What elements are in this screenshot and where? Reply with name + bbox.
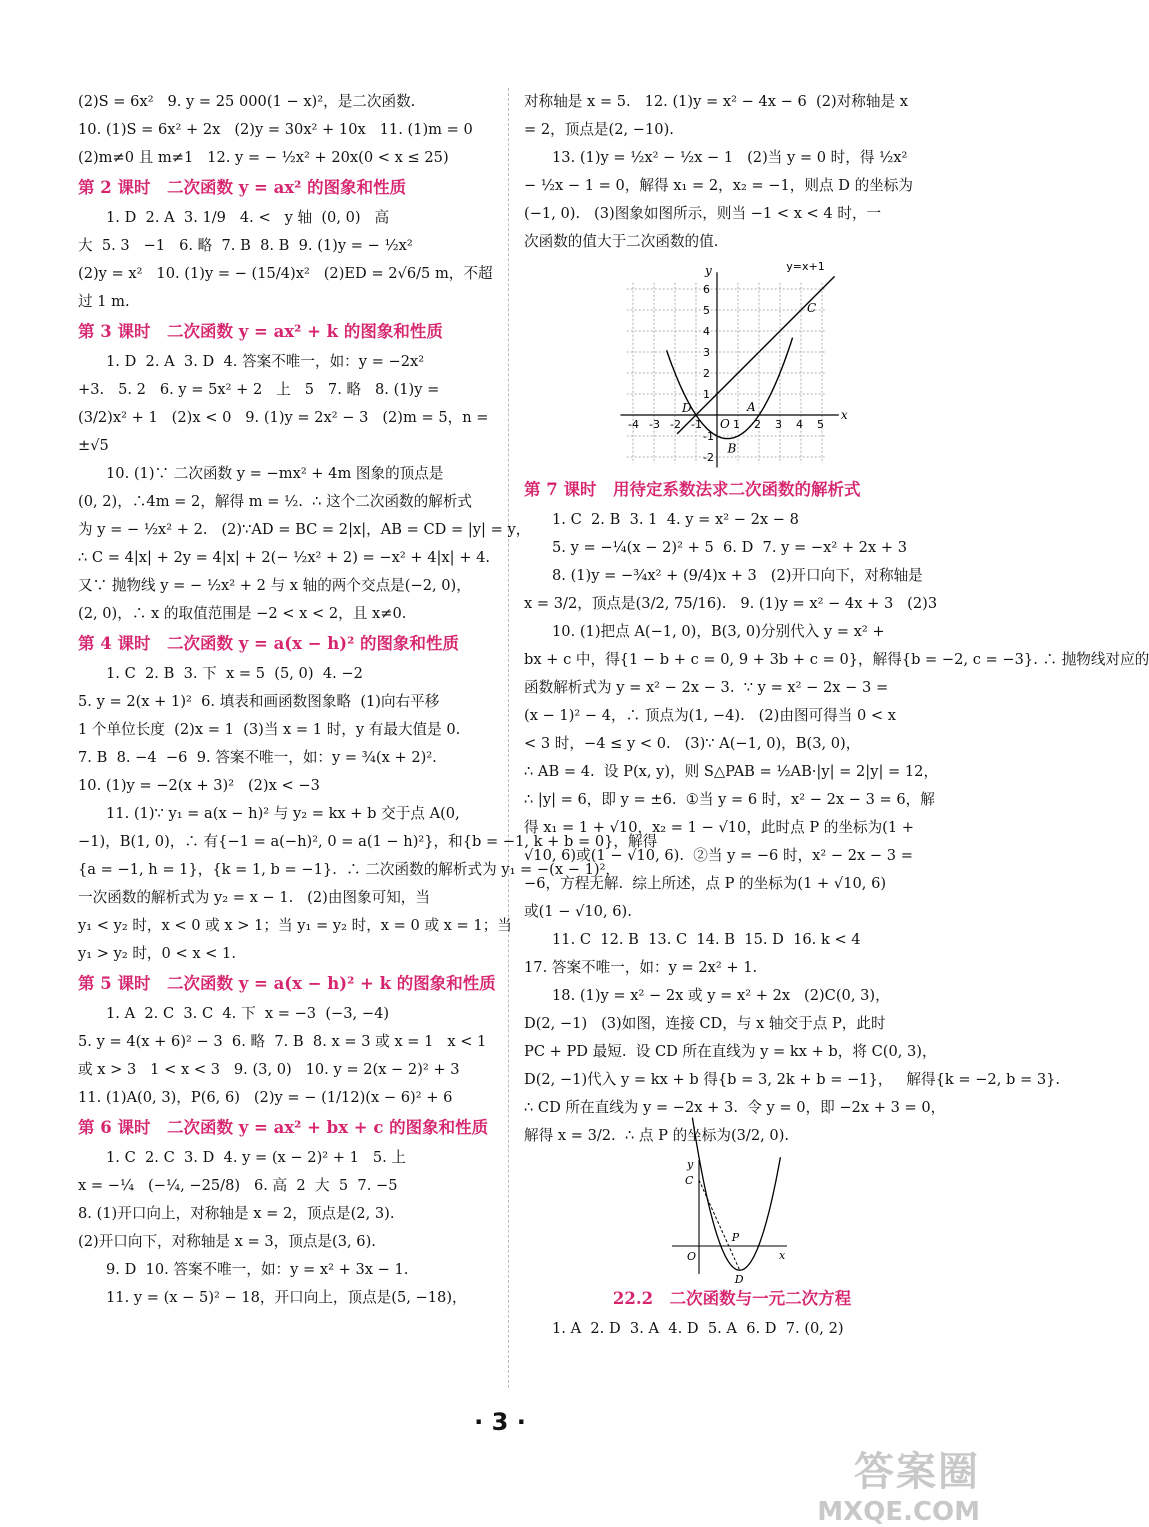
answer-line: 8. (1)开口向上，对称轴是 x = 2，顶点是(2, 3). — [78, 1205, 395, 1222]
y-tick-label: 1 — [703, 388, 710, 401]
answer-line: 1 个单位长度 (2)x = 1 (3)当 x = 1 时，y 有最大值是 0. — [78, 721, 461, 738]
x-tick-label: -1 — [691, 418, 702, 431]
parabola-cd-graph — [667, 1154, 797, 1287]
section-heading: 第 3 课时 二次函数 y = ax² + k 的图象和性质 — [78, 322, 443, 341]
answer-line: +3. 5. 2 6. y = 5x² + 2 上 5 7. 略 8. (1)y = — [78, 381, 440, 398]
section-heading: 第 7 课时 用待定系数法求二次函数的解析式 — [524, 480, 861, 499]
section-heading: 第 5 课时 二次函数 y = a(x − h)² + k 的图象和性质 — [78, 974, 496, 993]
point-label: C — [807, 301, 817, 315]
answer-line: 1. D 2. A 3. 1/9 4. < y 轴 (0, 0) 高 — [106, 209, 390, 226]
section-heading: 第 6 课时 二次函数 y = ax² + bx + c 的图象和性质 — [78, 1118, 489, 1137]
point-label: D — [734, 1273, 744, 1287]
answer-line: 1. A 2. D 3. A 4. D 5. A 6. D 7. (0, 2) — [552, 1320, 844, 1337]
answer-line: D(2, −1)代入 y = kx + b 得{b = 3, 2k + b = −1}， 解得{k = −2, b = 3}. — [524, 1071, 1061, 1088]
answer-line: 8. (1)y = −¾x² + (9/4)x + 3 (2)开口向下，对称轴是 — [552, 567, 923, 584]
answer-line: 5. y = 2(x + 1)² 6. 填表和画函数图象略 (1)向右平移 — [78, 693, 440, 710]
answer-line: D(2, −1) (3)如图，连接 CD，与 x 轴交于点 P，此时 — [524, 1015, 886, 1032]
answer-line: (0, 2)，∴4m = 2，解得 m = ½. ∴ 这个二次函数的解析式 — [78, 493, 473, 510]
answer-line: 一次函数的解析式为 y₂ = x − 1. (2)由图象可知，当 — [78, 889, 430, 906]
right-section-b — [524, 474, 1149, 1150]
answer-line: 10. (1)∵ 二次函数 y = −mx² + 4m 图象的顶点是 — [106, 465, 444, 482]
answer-line: 11. (1)A(0, 3)，P(6, 6) (2)y = − (1/12)(x − 6)² + 6 — [78, 1089, 453, 1106]
x-tick-label: -2 — [670, 418, 681, 431]
x-tick-label: 3 — [775, 418, 782, 431]
answer-line: 18. (1)y = x² − 2x 或 y = x² + 2x (2)C(0, 3)， — [552, 987, 890, 1004]
answer-line: 或 x > 3 1 < x < 3 9. (3, 0) 10. y = 2(x − 2)² + 3 — [78, 1061, 460, 1078]
y-tick-label: 6 — [703, 283, 710, 296]
answer-line: 5. y = 4(x + 6)² − 3 6. 略 7. B 8. x = 3 或 x = 1 x < 1 — [78, 1033, 487, 1050]
x-tick-label: -4 — [628, 418, 639, 431]
answer-line: 大 5. 3 −1 6. 略 7. B 8. B 9. (1)y = − ½x² — [78, 237, 413, 254]
answer-line: −1)，B(1, 0)，∴ 有{−1 = a(−h)², 0 = a(1 − h)²}，和{b = −1, k + b = 0}，解得 — [78, 833, 658, 850]
answer-line: x = 3/2，顶点是(3/2, 75/16). 9. (1)y = x² − 4x + 3 (2)3 — [524, 595, 938, 612]
answer-line: 10. (1)S = 6x² + 2x (2)y = 30x² + 10x 11. (1)m = 0 — [78, 121, 473, 138]
answer-line: √10, 6)或(1 − √10, 6). ②当 y = −6 时，x² − 2x − 3 = — [524, 847, 913, 864]
answer-line: ∴ AB = 4. 设 P(x, y)，则 S△PAB = ½AB·|y| = 2|y| = 12， — [524, 763, 939, 780]
parabola-line-graph — [617, 260, 847, 470]
right-section-c — [524, 1283, 940, 1343]
y-tick-label: 3 — [703, 346, 710, 359]
answer-line: < 3 时，−4 ≤ y < 0. (3)∵ A(−1, 0)，B(3, 0)， — [524, 735, 861, 752]
answer-line: {a = −1, h = 1}，{k = 1, b = −1}. ∴ 二次函数的解析式为 y₁ = −(x − 1)²， — [78, 861, 621, 878]
answer-line: y₁ < y₂ 时，x < 0 或 x > 1；当 y₁ = y₂ 时，x = 0 或 x = 1；当 — [78, 917, 512, 934]
answer-line: (2)S = 6x² 9. y = 25 000(1 − x)²，是二次函数. — [78, 93, 416, 110]
answer-line: 过 1 m. — [78, 293, 130, 310]
answer-line: (x − 1)² − 4，∴ 顶点为(1, −4). (2)由图可得当 0 < x — [524, 707, 896, 724]
answer-line: ±√5 — [78, 437, 109, 454]
origin-label: O — [720, 417, 730, 431]
answer-line: 7. B 8. −4 −6 9. 答案不唯一，如：y = ¾(x + 2)². — [78, 749, 437, 766]
y-axis-label: y — [687, 1158, 694, 1171]
x-axis-label: x — [840, 408, 848, 422]
answer-line: 11. C 12. B 13. C 14. B 15. D 16. k < 4 — [552, 931, 861, 948]
answer-line: (−1, 0). (3)图象如图所示，则当 −1 < x < 4 时，一 — [524, 205, 882, 222]
watermark-logo-text: 答案圈 — [854, 1449, 980, 1495]
column-divider — [508, 88, 509, 1388]
segment-cd — [699, 1180, 740, 1270]
point-label: B — [727, 441, 737, 456]
section-heading: 第 4 课时 二次函数 y = a(x − h)² 的图象和性质 — [78, 634, 460, 653]
y-tick-label: -1 — [703, 430, 714, 443]
answer-line: x = −¼ (−¼, −25/8) 6. 高 2 大 5 7. −5 — [78, 1177, 398, 1194]
answer-line: 1. C 2. B 3. 下 x = 5 (5, 0) 4. −2 — [106, 665, 363, 682]
right-section-a — [524, 88, 940, 256]
x-tick-label: -3 — [649, 418, 660, 431]
answer-line: − ½x − 1 = 0，解得 x₁ = 2，x₂ = −1，则点 D 的坐标为 — [524, 177, 913, 194]
answer-line: 又∵ 抛物线 y = − ½x² + 2 与 x 轴的两个交点是(−2, 0)， — [78, 577, 471, 594]
section-heading: 第 2 课时 二次函数 y = ax² 的图象和性质 — [78, 178, 407, 197]
answer-line: 1. C 2. C 3. D 4. y = (x − 2)² + 1 5. 上 — [106, 1149, 406, 1166]
answer-line: 解得 x = 3/2. ∴ 点 P 的坐标为(3/2, 0). — [524, 1127, 790, 1144]
line-label: y=x+1 — [786, 260, 825, 274]
x-tick-label: 4 — [796, 418, 803, 431]
answer-line: 9. D 10. 答案不唯一，如：y = x² + 3x − 1. — [106, 1261, 409, 1278]
x-tick-label: 2 — [754, 418, 761, 431]
answer-line: 1. D 2. A 3. D 4. 答案不唯一，如：y = −2x² — [106, 353, 425, 370]
answer-line: 1. A 2. C 3. C 4. 下 x = −3 (−3, −4) — [106, 1005, 390, 1022]
answer-line: (3/2)x² + 1 (2)x < 0 9. (1)y = 2x² − 3 (2)m = 5，n = — [78, 409, 489, 426]
point-label: C — [685, 1174, 694, 1187]
answer-line: ∴ |y| = 6，即 y = ±6. ①当 y = 6 时，x² − 2x − 3 = 6，解 — [524, 791, 935, 808]
point-label: D — [682, 401, 692, 415]
answer-line: 为 y = − ½x² + 2. (2)∵AD = BC = 2|x|，AB = CD = |y| = y， — [78, 521, 531, 538]
answer-line: (2)y = x² 10. (1)y = − (15/4)x² (2)ED = 2√6/5 m，不超 — [78, 265, 493, 282]
answer-line: 1. C 2. B 3. 1 4. y = x² − 2x − 8 — [552, 511, 799, 528]
y-axis-label: y — [705, 263, 712, 278]
y-tick-label: 5 — [703, 304, 710, 317]
section-heading: 22.2 二次函数与一元二次方程 — [612, 1289, 852, 1308]
site-watermark — [817, 1440, 980, 1527]
answer-line: (2)m≠0 且 m≠1 12. y = − ½x² + 20x(0 < x ≤ 25) — [78, 149, 449, 166]
x-axis-label: x — [779, 1249, 786, 1262]
answer-line: 对称轴是 x = 5. 12. (1)y = x² − 4x − 6 (2)对称轴是 x — [524, 93, 908, 110]
answer-line: (2)开口向下，对称轴是 x = 3，顶点是(3, 6). — [78, 1233, 376, 1250]
answer-line: PC + PD 最短. 设 CD 所在直线为 y = kx + b，将 C(0, 3)， — [524, 1043, 937, 1060]
answer-line: 5. y = −¼(x − 2)² + 5 6. D 7. y = −x² + 2x + 3 — [552, 539, 907, 556]
answer-line: bx + c 中，得{1 − b + c = 0, 9 + 3b + c = 0}，解得{b = −2, c = −3}. ∴ 抛物线对应的 — [524, 651, 1149, 668]
y-tick-label: -2 — [703, 451, 714, 464]
watermark-domain: MXQE.COM — [817, 1497, 980, 1527]
answer-line: ∴ CD 所在直线为 y = −2x + 3. 令 y = 0，即 −2x + 3 = 0， — [524, 1099, 946, 1116]
answer-line: 得 x₁ = 1 + √10，x₂ = 1 − √10，此时点 P 的坐标为(1 + — [524, 819, 915, 836]
y-tick-label: 4 — [703, 325, 710, 338]
right-column — [524, 88, 1149, 1343]
x-tick-label: 5 — [817, 418, 824, 431]
answer-line: 10. (1)把点 A(−1, 0)，B(3, 0)分别代入 y = x² + — [552, 623, 885, 640]
answer-line: 13. (1)y = ½x² − ½x − 1 (2)当 y = 0 时，得 ½x² — [552, 149, 908, 166]
x-tick-label: 1 — [733, 418, 740, 431]
answer-line: 10. (1)y = −2(x + 3)² (2)x < −3 — [78, 777, 320, 794]
answer-line: 函数解析式为 y = x² − 2x − 3. ∵ y = x² − 2x − 3 = — [524, 679, 889, 696]
answer-line: = 2，顶点是(2, −10). — [524, 121, 674, 138]
answer-line: y₁ > y₂ 时，0 < x < 1. — [78, 945, 236, 962]
answer-line: 或(1 − √10, 6). — [524, 903, 632, 920]
answer-line: 次函数的值大于二次函数的值. — [524, 233, 719, 250]
answer-line: 17. 答案不唯一，如：y = 2x² + 1. — [524, 959, 758, 976]
answer-line: (2, 0)，∴ x 的取值范围是 −2 < x < 2，且 x≠0. — [78, 605, 407, 622]
page-number: · 3 · — [474, 1408, 526, 1436]
y-tick-label: 2 — [703, 367, 710, 380]
answer-line: −6，方程无解. 综上所述，点 P 的坐标为(1 + √10, 6) — [524, 875, 887, 892]
answer-line: 11. (1)∵ y₁ = a(x − h)² 与 y₂ = kx + b 交于点 A(0, — [106, 805, 460, 822]
answer-line: ∴ C = 4|x| + 2y = 4|x| + 2(− ½x² + 2) = −x² + 4|x| + 4. — [78, 549, 490, 566]
answer-line: 11. y = (x − 5)² − 18，开口向上，顶点是(5, −18)， — [106, 1289, 467, 1306]
point-label: P — [731, 1231, 740, 1244]
origin-label: O — [687, 1250, 697, 1263]
point-label: A — [747, 400, 756, 414]
